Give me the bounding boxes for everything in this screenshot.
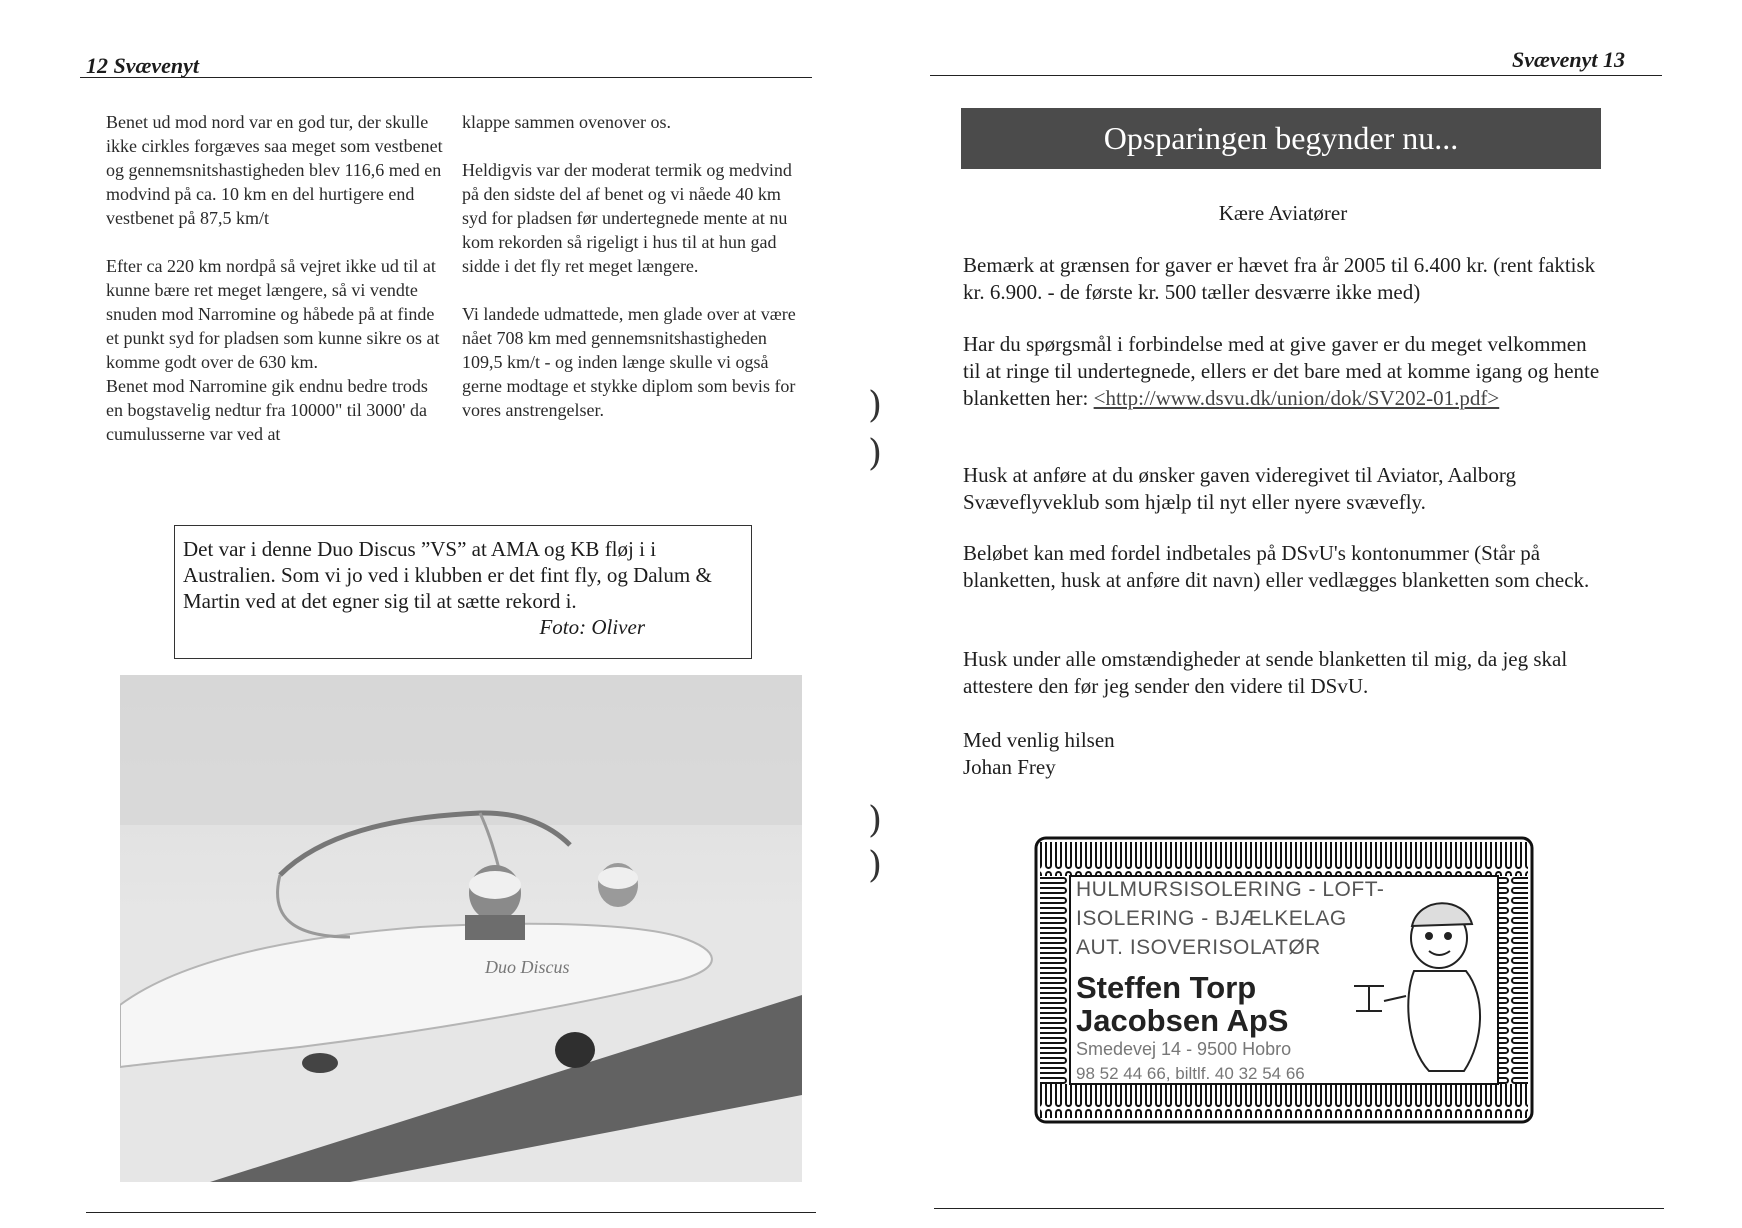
- ad-line-2: ISOLERING - BJÆLKELAG: [1076, 907, 1347, 930]
- photo-caption-box: [174, 525, 752, 659]
- letter-greeting: [963, 200, 1603, 227]
- col1-paragraph-3: Benet mod Narromine gik endnu bedre trods en bogstavelig nedtur fra 10000" til 3000' da cumulusserne var ved at: [106, 376, 428, 444]
- opsparing-banner: Opsparingen begynder nu...: [961, 108, 1601, 169]
- right-footer-rule: [934, 1208, 1664, 1209]
- gutter-mark: ): [868, 845, 883, 886]
- signature-text: Johan Frey: [963, 755, 1056, 779]
- right-header-rule: [930, 75, 1662, 76]
- ad-line-1: HULMURSISOLERING - LOFT-: [1076, 878, 1385, 901]
- glider-lettering: Duo Discus: [485, 957, 570, 977]
- left-footer-rule: [86, 1212, 816, 1213]
- form-download-link[interactable]: <http://www.dsvu.dk/union/dok/SV202-01.pdf>: [1093, 386, 1500, 410]
- greeting-text: Kære Aviatører: [1218, 201, 1348, 225]
- ad-phones: 98 52 44 66, biltlf. 40 32 54 66: [1076, 1064, 1305, 1083]
- left-header-rule: [80, 77, 812, 78]
- left-column-1: [106, 110, 446, 470]
- glider-illustration: [120, 675, 802, 1182]
- insulation-advertisement: [1034, 836, 1534, 1124]
- paragraph-3-text: Husk at anføre at du ønsker gaven videregivet til Aviator, Aalborg Svæveflyveklub som hjælp til nyt eller nyere svævefly.: [963, 463, 1516, 514]
- glider-photo: [120, 675, 802, 1182]
- photo-caption-text: Det var i denne Duo Discus ”VS” at AMA og KB fløj i i Australien. Som vi jo ved i klubben er det fint fly, og Dalum & Martin ved at det egner sig til at sætte rekord i.: [183, 537, 712, 613]
- col1-paragraph-2: Efter ca 220 km nordpå så vejret ikke ud til at kunne bære ret meget længere, så vi vendte snuden mod Narromine og håbede på at finde et punkt syd for pladsen som kunne sikre os at komme godt over de 630 km.: [106, 256, 440, 372]
- paragraph-2-text: Har du spørgsmål i forbindelse med at give gaver er du meget velkommen til at ringe til undertegnede, ellers er det bare med at komme igang og hente blanketten her:: [963, 332, 1600, 410]
- letter-paragraph-3: [963, 462, 1603, 516]
- paragraph-1-text: Bemærk at grænsen for gaver er hævet fra år 2005 til 6.400 kr. (rent faktisk kr. 6.900. - de første kr. 500 tæller desværre ikke med): [963, 253, 1596, 304]
- right-page-header: Svævenyt 13: [1512, 47, 1626, 72]
- closing-text: Med venlig hilsen: [963, 728, 1115, 752]
- photo-credit: Foto: Oliver: [539, 615, 645, 639]
- ad-company-name-2: Jacobsen ApS: [1076, 1003, 1289, 1038]
- letter-paragraph-5: [963, 646, 1603, 700]
- col2-paragraph-1: klappe sammen ovenover os.: [462, 112, 671, 132]
- ad-address: Smedevej 14 - 9500 Hobro: [1076, 1039, 1292, 1059]
- gutter-mark: ): [868, 385, 883, 426]
- letter-paragraph-2: [963, 331, 1603, 412]
- ad-line-3: AUT. ISOVERISOLATØR: [1076, 936, 1321, 959]
- letter-closing: [963, 727, 1603, 781]
- letter-paragraph-1: [963, 252, 1603, 306]
- col2-paragraph-3: Vi landede udmattede, men glade over at være nået 708 km med gennemsnitshastigheden 109,5 km/t - og inden længe skulle vi også gerne modtage et stykke diplom som bevis for vores anstrengelser.: [462, 304, 796, 420]
- col1-paragraph-1: Benet ud mod nord var en god tur, der skulle ikke cirkles forgæves saa meget som vestbenet og gennemsnitshastigheden blev 116,6 med en modvind på ca. 10 km en del hurtigere end vestbenet på 87,5 km/t: [106, 112, 443, 228]
- left-page-header: 12 Svævenyt: [86, 53, 200, 78]
- gutter-mark: ): [868, 800, 883, 841]
- left-column-2: [462, 110, 804, 446]
- gutter-mark: ): [868, 433, 883, 474]
- paragraph-2-wrapper: [963, 331, 1603, 412]
- ad-company-name-1: Steffen Torp: [1076, 970, 1257, 1005]
- col2-paragraph-2: Heldigvis var der moderat termik og medvind på den sidste del af benet og vi nåede 40 km syd for pladsen før undertegnede mente at nu kom rekorden så rigeligt i hus til at hun gad sidde i det fly ret meget længere.: [462, 160, 792, 276]
- letter-paragraph-4: [963, 540, 1603, 594]
- paragraph-4-text: Beløbet kan med fordel indbetales på DSvU's kontonummer (Står på blanketten, husk at anføre dit navn) eller vedlægges blanketten som check.: [963, 541, 1590, 592]
- paragraph-5-text: Husk under alle omstændigheder at sende blanketten til mig, da jeg skal attestere den før jeg sender den videre til DSvU.: [963, 647, 1568, 698]
